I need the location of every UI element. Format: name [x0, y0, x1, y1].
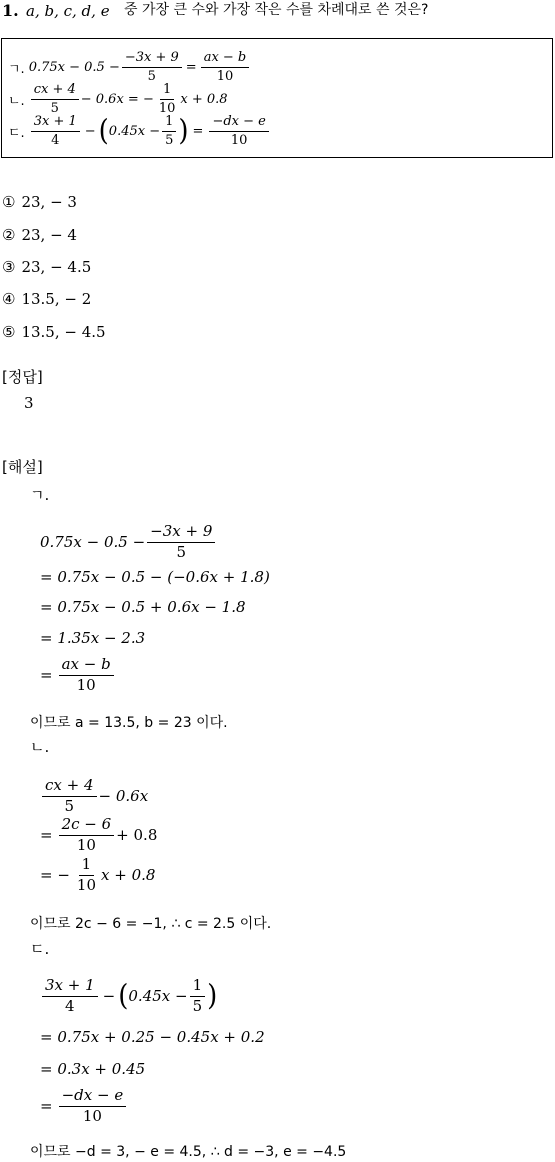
explanation-d-line-1: [40, 978, 217, 1015]
fraction-numerator: 3x + 1: [31, 115, 80, 132]
explanation-n-line-1: [40, 778, 148, 815]
fraction: [190, 978, 206, 1015]
right-paren: ): [178, 114, 189, 148]
explanation-g-line-5: [40, 657, 116, 694]
fraction: [59, 657, 114, 694]
equals-sign: =: [40, 826, 53, 845]
box-item-label: ㄱ.: [8, 61, 25, 77]
fraction-denominator: 10: [158, 100, 176, 116]
explanation-n-line-2: [40, 817, 157, 854]
fraction: [59, 817, 115, 854]
choice-mark: ⑤: [2, 323, 16, 341]
explanation-d-line-3: = 0.3x + 0.45: [40, 1060, 146, 1078]
fraction: [156, 83, 179, 115]
fraction-denominator: 5: [64, 796, 75, 815]
math-expression: x + 0.8: [101, 866, 156, 885]
fraction-denominator: 10: [216, 68, 234, 84]
fraction-numerator: ax − b: [59, 657, 114, 676]
box-item-expression: 0.75x − 0.5 −: [28, 59, 120, 75]
fraction: [74, 857, 99, 894]
answer-value: 3: [24, 394, 34, 412]
math-expression: + 0.8: [116, 826, 158, 845]
equals-sign: =: [40, 666, 53, 685]
choice-text: 13.5, − 2: [21, 290, 92, 308]
fraction-denominator: 10: [76, 875, 96, 894]
answer-label: [정답]: [2, 368, 43, 386]
explanation-n-label: ㄴ.: [30, 738, 50, 756]
choice-mark: ①: [2, 193, 16, 211]
explanation-d-label: ㄷ.: [30, 940, 50, 958]
fraction-numerator: ax − b: [201, 51, 250, 68]
choice-text: 23, − 4: [21, 226, 77, 244]
choice-mark: ③: [2, 258, 16, 276]
question-text: 중 가장 큰 수와 가장 작은 수를 차례대로 쓴 것은?: [124, 2, 429, 18]
box-item-expression: 0.45x −: [108, 123, 161, 139]
fraction-numerator: 1: [190, 978, 206, 997]
fraction: [162, 115, 176, 147]
choice-mark: ④: [2, 290, 16, 308]
explanation-g-conclusion: 이므로 a = 13.5, b = 23 이다.: [30, 715, 228, 731]
fraction: [31, 115, 80, 147]
explanation-g-line-1: [40, 524, 217, 561]
choice-3[interactable]: [2, 260, 91, 275]
explanation-d-line-4: [40, 1088, 128, 1125]
choice-1[interactable]: [2, 195, 77, 210]
fraction-numerator: −3x + 9: [147, 524, 215, 543]
box-item-n: [8, 83, 228, 115]
fraction-numerator: 2c − 6: [59, 817, 115, 836]
explanation-g-label: ㄱ.: [30, 486, 50, 504]
fraction-numerator: cx + 4: [42, 778, 97, 797]
fraction-numerator: −3x + 9: [122, 51, 182, 68]
box-item-label: ㄴ.: [8, 93, 25, 109]
choice-text: 23, − 4.5: [21, 258, 92, 276]
fraction-denominator: 5: [192, 996, 203, 1015]
explanation-g-line-3: = 0.75x − 0.5 + 0.6x − 1.8: [40, 598, 246, 616]
fraction: [59, 1088, 127, 1125]
fraction-denominator: 10: [230, 132, 248, 148]
fraction-denominator: 5: [147, 68, 156, 84]
fraction-denominator: 5: [176, 542, 187, 561]
explanation-n-line-3: [40, 857, 155, 894]
fraction-numerator: 1: [162, 115, 176, 132]
minus-sign: −: [102, 987, 116, 1006]
fraction: [42, 778, 97, 815]
question-variables: a, b, c, d, e: [26, 2, 110, 20]
explanation-g-line-2: = 0.75x − 0.5 − (−0.6x + 1.8): [40, 568, 270, 586]
explanation-g-line-4: = 1.35x − 2.3: [40, 629, 146, 647]
fraction-numerator: −dx − e: [209, 115, 268, 132]
fraction-denominator: 5: [50, 100, 59, 116]
minus-sign: −: [84, 123, 96, 139]
fraction-denominator: 4: [51, 132, 60, 148]
box-item-expression-tail: x + 0.8: [180, 91, 228, 107]
fraction: [31, 83, 79, 115]
fraction-denominator: 4: [65, 996, 75, 1015]
explanation-label: [해설]: [2, 458, 43, 476]
explanation-n-conclusion: 이므로 2c − 6 = −1, ∴ c = 2.5 이다.: [30, 916, 272, 932]
math-expression: = −: [40, 866, 70, 885]
fraction: [42, 978, 98, 1015]
math-expression: 0.45x −: [128, 987, 188, 1006]
math-expression: − 0.6x: [98, 787, 149, 806]
choice-text: 13.5, − 4.5: [21, 323, 106, 341]
equals-sign: =: [185, 59, 197, 75]
right-paren: ): [207, 979, 218, 1013]
fraction: [201, 51, 250, 83]
fraction-denominator: 10: [76, 835, 96, 854]
fraction-numerator: 3x + 1: [42, 978, 98, 997]
choice-mark: ②: [2, 226, 16, 244]
explanation-d-line-2: = 0.75x + 0.25 − 0.45x + 0.2: [40, 1028, 265, 1046]
choice-2[interactable]: [2, 228, 77, 243]
left-paren: (: [98, 114, 109, 148]
box-item-g: [8, 51, 251, 83]
fraction: [147, 524, 215, 561]
fraction: [209, 115, 268, 147]
fraction: [122, 51, 182, 83]
equals-sign: =: [192, 123, 204, 139]
math-expression: 0.75x − 0.5 −: [40, 533, 146, 552]
choice-5[interactable]: [2, 325, 106, 340]
fraction-numerator: 1: [79, 857, 95, 876]
box-item-expression: − 0.6x = −: [80, 91, 154, 107]
explanation-d-conclusion: 이므로 −d = 3, − e = 4.5, ∴ d = −3, e = −4.5: [30, 1144, 347, 1160]
fraction-numerator: cx + 4: [31, 83, 79, 100]
left-paren: (: [118, 979, 129, 1013]
question-number: 1.: [2, 1, 19, 20]
choice-4[interactable]: [2, 292, 91, 307]
equals-sign: =: [40, 1097, 53, 1116]
fraction-denominator: 10: [82, 1106, 102, 1125]
choice-text: 23, − 3: [21, 193, 77, 211]
fraction-denominator: 10: [76, 675, 96, 694]
box-item-d: [8, 115, 271, 147]
box-item-label: ㄷ.: [8, 125, 25, 141]
fraction-numerator: 1: [160, 83, 174, 100]
fraction-denominator: 5: [165, 132, 174, 148]
fraction-numerator: −dx − e: [59, 1088, 127, 1107]
